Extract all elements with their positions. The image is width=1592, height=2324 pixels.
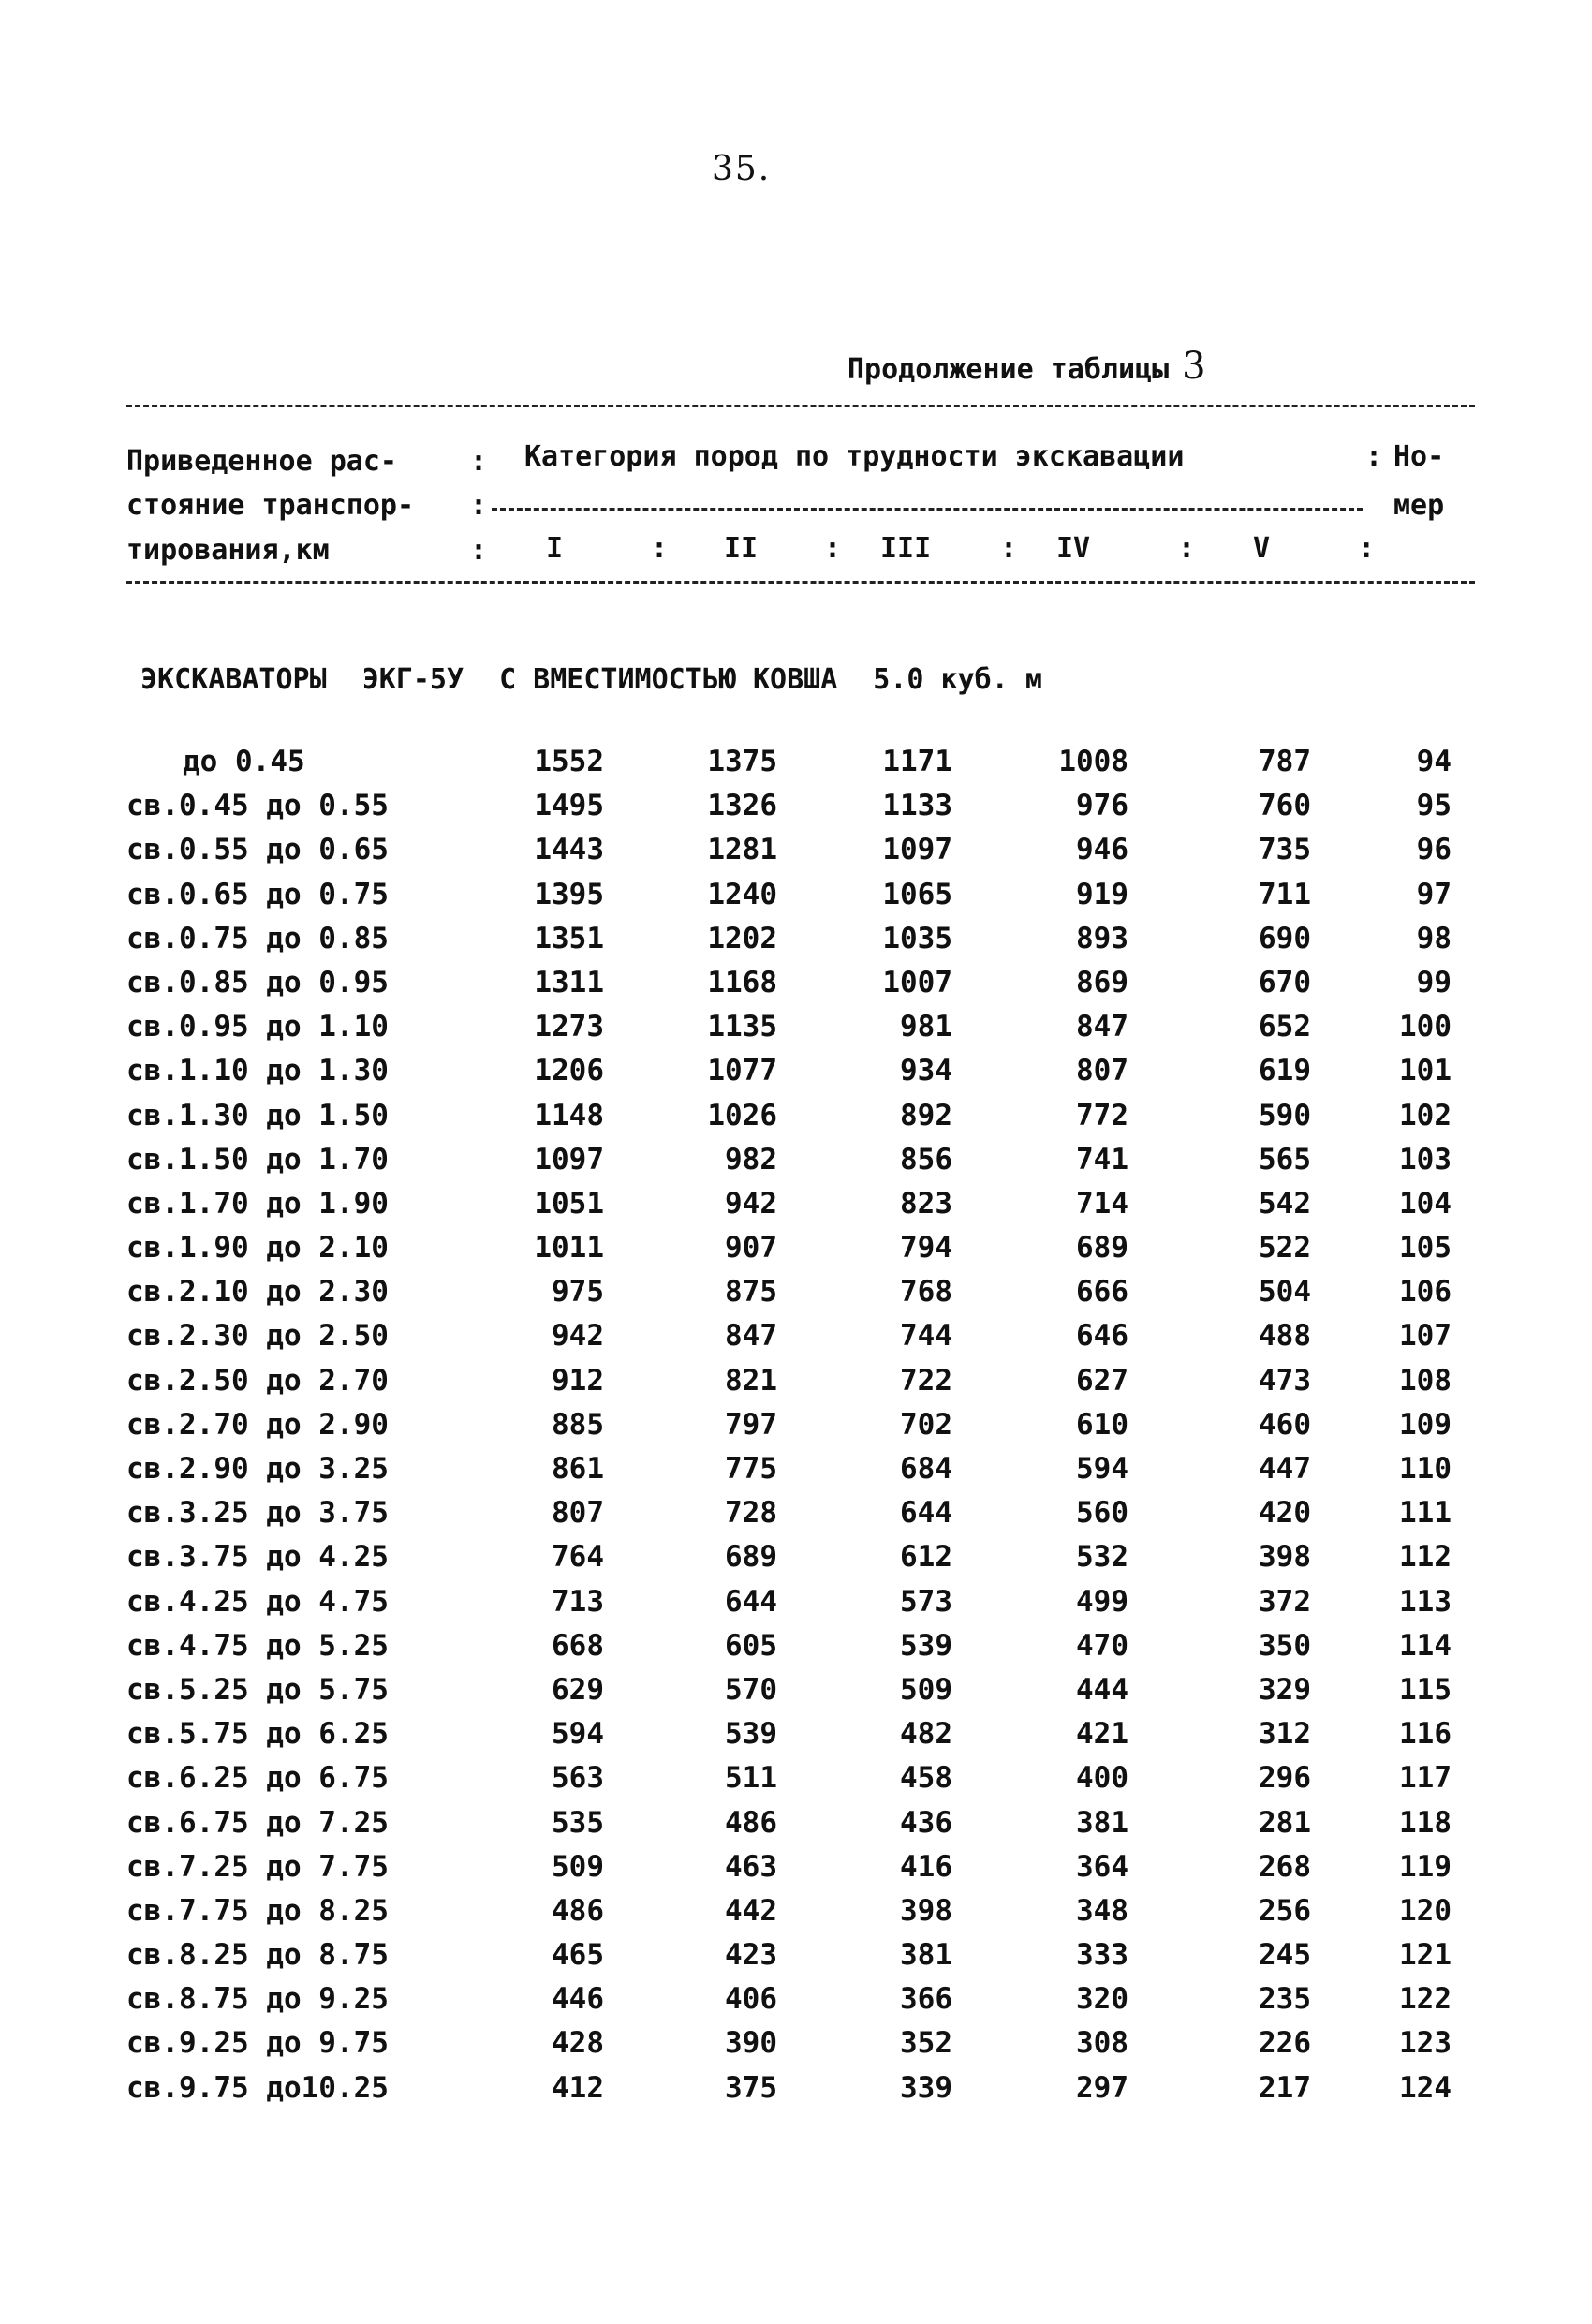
cat-5-value: 312 bbox=[1259, 1717, 1311, 1752]
cat-4-value: 847 bbox=[1076, 1010, 1128, 1044]
cat-3-value: 612 bbox=[900, 1540, 952, 1575]
row-number: 96 bbox=[1416, 833, 1452, 867]
row-number: 122 bbox=[1399, 1982, 1452, 2017]
cat-1-value: 1206 bbox=[534, 1054, 604, 1088]
cat-1-value: 1273 bbox=[534, 1010, 604, 1044]
table-row bbox=[0, 1717, 1592, 1761]
section-title-part: ЭКСКАВАТОРЫ bbox=[140, 663, 327, 696]
row-number: 95 bbox=[1416, 789, 1452, 823]
distance-range-label: св.0.65 до 0.75 bbox=[126, 877, 389, 911]
cat-2-value: 605 bbox=[725, 1628, 777, 1663]
cat-1-value: 1443 bbox=[534, 833, 604, 867]
cat-3-value: 416 bbox=[900, 1849, 952, 1884]
cat-1-value: 1552 bbox=[534, 745, 604, 778]
table-row bbox=[0, 2071, 1592, 2115]
cat-3-value: 684 bbox=[900, 1452, 952, 1486]
distance-range-label: св.4.75 до 5.25 bbox=[126, 1628, 389, 1663]
cat-2-value: 406 bbox=[725, 1982, 777, 2017]
distance-range-label: св.0.95 до 1.10 bbox=[126, 1010, 389, 1044]
row-number: 112 bbox=[1399, 1540, 1452, 1575]
cat-5-value: 268 bbox=[1259, 1849, 1311, 1884]
header-separator: : bbox=[1178, 532, 1196, 565]
cat-5-value: 281 bbox=[1259, 1805, 1311, 1840]
distance-range-label: св.8.25 до 8.75 bbox=[126, 1938, 389, 1973]
cat-5-value: 690 bbox=[1259, 921, 1311, 955]
cat-1-value: 629 bbox=[552, 1672, 604, 1707]
table-row bbox=[0, 1187, 1592, 1231]
cat-3-value: 702 bbox=[900, 1407, 952, 1442]
distance-range-label: св.6.75 до 7.25 bbox=[126, 1805, 389, 1840]
row-number: 98 bbox=[1416, 921, 1452, 955]
cat-3-value: 366 bbox=[900, 1982, 952, 2017]
cat-2-value: 1135 bbox=[707, 1010, 777, 1044]
cat-5-value: 565 bbox=[1259, 1142, 1311, 1177]
row-number: 109 bbox=[1399, 1407, 1452, 1442]
cat-4-value: 594 bbox=[1076, 1452, 1128, 1486]
cat-2-value: 463 bbox=[725, 1849, 777, 1884]
table-row bbox=[0, 1099, 1592, 1143]
cat-3-value: 381 bbox=[900, 1938, 952, 1973]
cat-4-value: 714 bbox=[1076, 1186, 1128, 1221]
caption-number: 3 bbox=[1182, 345, 1206, 388]
cat-2-value: 1281 bbox=[707, 833, 777, 867]
cat-4-value: 689 bbox=[1076, 1231, 1128, 1266]
cat-2-value: 942 bbox=[725, 1186, 777, 1221]
table-row bbox=[0, 1850, 1592, 1894]
cat-3-value: 352 bbox=[900, 2026, 952, 2061]
cat-4-value: 560 bbox=[1076, 1496, 1128, 1531]
row-number: 117 bbox=[1399, 1761, 1452, 1796]
cat-1-value: 885 bbox=[552, 1407, 604, 1442]
table-row bbox=[0, 833, 1592, 877]
cat-4-value: 320 bbox=[1076, 1982, 1128, 2017]
table-row bbox=[0, 1673, 1592, 1717]
row-number: 120 bbox=[1399, 1893, 1452, 1928]
row-number: 99 bbox=[1416, 965, 1452, 999]
header-top-rule bbox=[126, 405, 1475, 407]
cat-5-value: 235 bbox=[1259, 1982, 1311, 2017]
cat-3-value: 981 bbox=[900, 1010, 952, 1044]
cat-5-value: 504 bbox=[1259, 1275, 1311, 1310]
table-row bbox=[0, 1761, 1592, 1805]
header-separator: : bbox=[1000, 532, 1018, 565]
table-row bbox=[0, 878, 1592, 922]
cat-3-value: 1133 bbox=[882, 789, 952, 823]
table-row bbox=[0, 745, 1592, 789]
row-number: 121 bbox=[1399, 1938, 1452, 1973]
distance-range-label: св.2.50 до 2.70 bbox=[126, 1363, 389, 1398]
cat-1-value: 1495 bbox=[534, 789, 604, 823]
row-number: 113 bbox=[1399, 1584, 1452, 1619]
table-row bbox=[0, 1010, 1592, 1054]
cat-4-value: 893 bbox=[1076, 921, 1128, 955]
header-category-title: Категория пород по трудности экскавации bbox=[524, 440, 1185, 473]
table-caption bbox=[848, 345, 1206, 388]
distance-range-label: св.5.25 до 5.75 bbox=[126, 1672, 389, 1707]
header-category-5: V bbox=[1253, 532, 1271, 565]
cat-3-value: 1171 bbox=[882, 745, 952, 778]
cat-2-value: 775 bbox=[725, 1452, 777, 1486]
cat-4-value: 646 bbox=[1076, 1319, 1128, 1354]
cat-4-value: 444 bbox=[1076, 1672, 1128, 1707]
cat-1-value: 713 bbox=[552, 1584, 604, 1619]
header-col1-line2: стояние транспор- bbox=[126, 489, 415, 522]
caption-text: Продолжение таблицы bbox=[848, 353, 1170, 386]
row-number: 111 bbox=[1399, 1496, 1452, 1531]
cat-1-value: 975 bbox=[552, 1275, 604, 1310]
cat-3-value: 1097 bbox=[882, 833, 952, 867]
table-row bbox=[0, 2026, 1592, 2070]
cat-4-value: 348 bbox=[1076, 1893, 1128, 1928]
cat-3-value: 573 bbox=[900, 1584, 952, 1619]
table-row bbox=[0, 1143, 1592, 1187]
distance-range-label: св.1.30 до 1.50 bbox=[126, 1098, 389, 1132]
cat-1-value: 668 bbox=[552, 1628, 604, 1663]
cat-5-value: 447 bbox=[1259, 1452, 1311, 1486]
cat-2-value: 390 bbox=[725, 2026, 777, 2061]
cat-2-value: 539 bbox=[725, 1717, 777, 1752]
distance-range-label: св.1.10 до 1.30 bbox=[126, 1054, 389, 1088]
distance-range-label: св.9.75 до10.25 bbox=[126, 2070, 389, 2105]
cat-2-value: 1026 bbox=[707, 1098, 777, 1132]
cat-3-value: 482 bbox=[900, 1717, 952, 1752]
cat-3-value: 458 bbox=[900, 1761, 952, 1796]
header-category-3: III bbox=[880, 532, 932, 565]
row-number: 116 bbox=[1399, 1717, 1452, 1752]
cat-4-value: 807 bbox=[1076, 1054, 1128, 1088]
cat-5-value: 473 bbox=[1259, 1363, 1311, 1398]
table-row bbox=[0, 922, 1592, 966]
distance-range-label: св.2.90 до 3.25 bbox=[126, 1452, 389, 1486]
distance-range-label: св.3.25 до 3.75 bbox=[126, 1496, 389, 1531]
cat-3-value: 398 bbox=[900, 1893, 952, 1928]
row-number: 107 bbox=[1399, 1319, 1452, 1354]
table-row bbox=[0, 789, 1592, 833]
cat-5-value: 488 bbox=[1259, 1319, 1311, 1354]
header-category-1: I bbox=[546, 532, 564, 565]
cat-2-value: 728 bbox=[725, 1496, 777, 1531]
cat-3-value: 744 bbox=[900, 1319, 952, 1354]
header-col1-line1: Приведенное рас- bbox=[126, 445, 397, 478]
distance-range-label: св.2.10 до 2.30 bbox=[126, 1275, 389, 1310]
cat-4-value: 869 bbox=[1076, 965, 1128, 999]
cat-1-value: 1051 bbox=[534, 1186, 604, 1221]
cat-3-value: 539 bbox=[900, 1628, 952, 1663]
row-number: 118 bbox=[1399, 1805, 1452, 1840]
data-table-body bbox=[0, 745, 1592, 2115]
cat-5-value: 226 bbox=[1259, 2026, 1311, 2061]
cat-1-value: 509 bbox=[552, 1849, 604, 1884]
header-separator: : bbox=[470, 489, 488, 522]
cat-4-value: 772 bbox=[1076, 1098, 1128, 1132]
cat-1-value: 1011 bbox=[534, 1231, 604, 1266]
cat-1-value: 535 bbox=[552, 1805, 604, 1840]
cat-1-value: 1097 bbox=[534, 1142, 604, 1177]
table-row bbox=[0, 1629, 1592, 1673]
cat-3-value: 644 bbox=[900, 1496, 952, 1531]
cat-3-value: 436 bbox=[900, 1805, 952, 1840]
distance-range-label: св.8.75 до 9.25 bbox=[126, 1982, 389, 2017]
table-row bbox=[0, 1364, 1592, 1408]
cat-4-value: 610 bbox=[1076, 1407, 1128, 1442]
table-row bbox=[0, 1938, 1592, 1982]
row-number: 110 bbox=[1399, 1452, 1452, 1486]
section-title-part: ЭКГ-5У bbox=[361, 663, 464, 696]
cat-4-value: 976 bbox=[1076, 789, 1128, 823]
cat-1-value: 1351 bbox=[534, 921, 604, 955]
cat-5-value: 329 bbox=[1259, 1672, 1311, 1707]
distance-range-label: св.0.75 до 0.85 bbox=[126, 921, 389, 955]
cat-1-value: 412 bbox=[552, 2070, 604, 2105]
cat-5-value: 217 bbox=[1259, 2070, 1311, 2105]
table-row bbox=[0, 1408, 1592, 1452]
header-col1-line3: тирования,км bbox=[126, 534, 330, 567]
cat-5-value: 760 bbox=[1259, 789, 1311, 823]
row-number: 94 bbox=[1416, 745, 1452, 778]
distance-range-label: св.9.25 до 9.75 bbox=[126, 2026, 389, 2061]
header-separator: : bbox=[824, 532, 842, 565]
cat-5-value: 735 bbox=[1259, 833, 1311, 867]
cat-1-value: 764 bbox=[552, 1540, 604, 1575]
table-row bbox=[0, 1054, 1592, 1098]
cat-3-value: 823 bbox=[900, 1186, 952, 1221]
cat-1-value: 594 bbox=[552, 1717, 604, 1752]
section-title bbox=[140, 663, 1264, 696]
cat-5-value: 245 bbox=[1259, 1938, 1311, 1973]
distance-range-label: св.1.90 до 2.10 bbox=[126, 1231, 389, 1266]
cat-1-value: 1311 bbox=[534, 965, 604, 999]
cat-5-value: 398 bbox=[1259, 1540, 1311, 1575]
row-number: 102 bbox=[1399, 1098, 1452, 1132]
cat-3-value: 768 bbox=[900, 1275, 952, 1310]
cat-5-value: 787 bbox=[1259, 745, 1311, 778]
header-number-line1: Но- bbox=[1393, 440, 1445, 473]
table-row bbox=[0, 966, 1592, 1010]
cat-5-value: 542 bbox=[1259, 1186, 1311, 1221]
cat-5-value: 296 bbox=[1259, 1761, 1311, 1796]
cat-1-value: 428 bbox=[552, 2026, 604, 2061]
header-sub-rule bbox=[492, 508, 1363, 511]
header-category-4: IV bbox=[1056, 532, 1091, 565]
cat-1-value: 942 bbox=[552, 1319, 604, 1354]
distance-range-label: до 0.45 bbox=[183, 745, 305, 778]
table-row bbox=[0, 1806, 1592, 1850]
cat-2-value: 1375 bbox=[707, 745, 777, 778]
cat-2-value: 486 bbox=[725, 1805, 777, 1840]
cat-2-value: 1326 bbox=[707, 789, 777, 823]
cat-2-value: 1202 bbox=[707, 921, 777, 955]
cat-2-value: 1077 bbox=[707, 1054, 777, 1088]
distance-range-label: св.0.85 до 0.95 bbox=[126, 965, 389, 999]
cat-5-value: 590 bbox=[1259, 1098, 1311, 1132]
cat-4-value: 532 bbox=[1076, 1540, 1128, 1575]
table-row bbox=[0, 1231, 1592, 1275]
cat-5-value: 711 bbox=[1259, 877, 1311, 911]
distance-range-label: св.0.45 до 0.55 bbox=[126, 789, 389, 823]
header-bottom-rule bbox=[126, 581, 1475, 584]
header-separator: : bbox=[470, 445, 488, 478]
cat-4-value: 919 bbox=[1076, 877, 1128, 911]
cat-1-value: 807 bbox=[552, 1496, 604, 1531]
cat-2-value: 511 bbox=[725, 1761, 777, 1796]
cat-2-value: 821 bbox=[725, 1363, 777, 1398]
cat-2-value: 907 bbox=[725, 1231, 777, 1266]
table-row bbox=[0, 1540, 1592, 1584]
header-separator: : bbox=[1365, 440, 1383, 473]
cat-1-value: 861 bbox=[552, 1452, 604, 1486]
table-row bbox=[0, 1894, 1592, 1938]
header-separator: : bbox=[1358, 532, 1376, 565]
cat-1-value: 465 bbox=[552, 1938, 604, 1973]
cat-3-value: 722 bbox=[900, 1363, 952, 1398]
row-number: 108 bbox=[1399, 1363, 1452, 1398]
page-number: 35. bbox=[712, 150, 772, 188]
distance-range-label: св.6.25 до 6.75 bbox=[126, 1761, 389, 1796]
cat-1-value: 486 bbox=[552, 1893, 604, 1928]
cat-5-value: 420 bbox=[1259, 1496, 1311, 1531]
cat-2-value: 689 bbox=[725, 1540, 777, 1575]
cat-3-value: 339 bbox=[900, 2070, 952, 2105]
header-separator: : bbox=[470, 534, 488, 567]
cat-3-value: 794 bbox=[900, 1231, 952, 1266]
distance-range-label: св.7.25 до 7.75 bbox=[126, 1849, 389, 1884]
cat-4-value: 308 bbox=[1076, 2026, 1128, 2061]
cat-2-value: 644 bbox=[725, 1584, 777, 1619]
cat-3-value: 509 bbox=[900, 1672, 952, 1707]
cat-3-value: 892 bbox=[900, 1098, 952, 1132]
cat-3-value: 934 bbox=[900, 1054, 952, 1088]
cat-4-value: 470 bbox=[1076, 1628, 1128, 1663]
distance-range-label: св.1.70 до 1.90 bbox=[126, 1186, 389, 1221]
row-number: 103 bbox=[1399, 1142, 1452, 1177]
cat-1-value: 1395 bbox=[534, 877, 604, 911]
cat-2-value: 442 bbox=[725, 1893, 777, 1928]
cat-5-value: 670 bbox=[1259, 965, 1311, 999]
row-number: 106 bbox=[1399, 1275, 1452, 1310]
row-number: 100 bbox=[1399, 1010, 1452, 1044]
cat-2-value: 570 bbox=[725, 1672, 777, 1707]
cat-4-value: 946 bbox=[1076, 833, 1128, 867]
cat-1-value: 446 bbox=[552, 1982, 604, 2017]
table-row bbox=[0, 1496, 1592, 1540]
cat-4-value: 297 bbox=[1076, 2070, 1128, 2105]
cat-2-value: 1240 bbox=[707, 877, 777, 911]
distance-range-label: св.5.75 до 6.25 bbox=[126, 1717, 389, 1752]
cat-1-value: 563 bbox=[552, 1761, 604, 1796]
header-separator: : bbox=[651, 532, 669, 565]
row-number: 104 bbox=[1399, 1186, 1452, 1221]
cat-5-value: 256 bbox=[1259, 1893, 1311, 1928]
row-number: 101 bbox=[1399, 1054, 1452, 1088]
section-title-part: С ВМЕСТИМОСТЬЮ КОВША bbox=[499, 663, 838, 696]
cat-2-value: 875 bbox=[725, 1275, 777, 1310]
cat-2-value: 797 bbox=[725, 1407, 777, 1442]
row-number: 97 bbox=[1416, 877, 1452, 911]
table-row bbox=[0, 1275, 1592, 1319]
cat-4-value: 741 bbox=[1076, 1142, 1128, 1177]
header-category-2: II bbox=[724, 532, 759, 565]
table-row bbox=[0, 1585, 1592, 1629]
distance-range-label: св.3.75 до 4.25 bbox=[126, 1540, 389, 1575]
section-title-part: 5.0 куб. м bbox=[873, 663, 1042, 696]
row-number: 115 bbox=[1399, 1672, 1452, 1707]
cat-3-value: 1035 bbox=[882, 921, 952, 955]
cat-4-value: 333 bbox=[1076, 1938, 1128, 1973]
cat-4-value: 1008 bbox=[1058, 745, 1128, 778]
cat-2-value: 423 bbox=[725, 1938, 777, 1973]
cat-4-value: 364 bbox=[1076, 1849, 1128, 1884]
cat-5-value: 522 bbox=[1259, 1231, 1311, 1266]
cat-5-value: 350 bbox=[1259, 1628, 1311, 1663]
cat-2-value: 375 bbox=[725, 2070, 777, 2105]
cat-3-value: 1065 bbox=[882, 877, 952, 911]
distance-range-label: св.7.75 до 8.25 bbox=[126, 1893, 389, 1928]
cat-4-value: 627 bbox=[1076, 1363, 1128, 1398]
cat-2-value: 982 bbox=[725, 1142, 777, 1177]
cat-4-value: 421 bbox=[1076, 1717, 1128, 1752]
cat-2-value: 1168 bbox=[707, 965, 777, 999]
cat-5-value: 619 bbox=[1259, 1054, 1311, 1088]
cat-5-value: 652 bbox=[1259, 1010, 1311, 1044]
row-number: 124 bbox=[1399, 2070, 1452, 2105]
table-row bbox=[0, 1982, 1592, 2026]
row-number: 123 bbox=[1399, 2026, 1452, 2061]
distance-range-label: св.1.50 до 1.70 bbox=[126, 1142, 389, 1177]
cat-3-value: 1007 bbox=[882, 965, 952, 999]
table-row bbox=[0, 1452, 1592, 1496]
distance-range-label: св.0.55 до 0.65 bbox=[126, 833, 389, 867]
cat-5-value: 372 bbox=[1259, 1584, 1311, 1619]
distance-range-label: св.2.30 до 2.50 bbox=[126, 1319, 389, 1354]
cat-4-value: 400 bbox=[1076, 1761, 1128, 1796]
table-row bbox=[0, 1319, 1592, 1363]
header-number-line2: мер bbox=[1393, 489, 1445, 522]
row-number: 105 bbox=[1399, 1231, 1452, 1266]
cat-1-value: 1148 bbox=[534, 1098, 604, 1132]
cat-1-value: 912 bbox=[552, 1363, 604, 1398]
row-number: 119 bbox=[1399, 1849, 1452, 1884]
cat-3-value: 856 bbox=[900, 1142, 952, 1177]
distance-range-label: св.2.70 до 2.90 bbox=[126, 1407, 389, 1442]
cat-5-value: 460 bbox=[1259, 1407, 1311, 1442]
row-number: 114 bbox=[1399, 1628, 1452, 1663]
cat-4-value: 381 bbox=[1076, 1805, 1128, 1840]
cat-4-value: 499 bbox=[1076, 1584, 1128, 1619]
distance-range-label: св.4.25 до 4.75 bbox=[126, 1584, 389, 1619]
cat-2-value: 847 bbox=[725, 1319, 777, 1354]
cat-4-value: 666 bbox=[1076, 1275, 1128, 1310]
